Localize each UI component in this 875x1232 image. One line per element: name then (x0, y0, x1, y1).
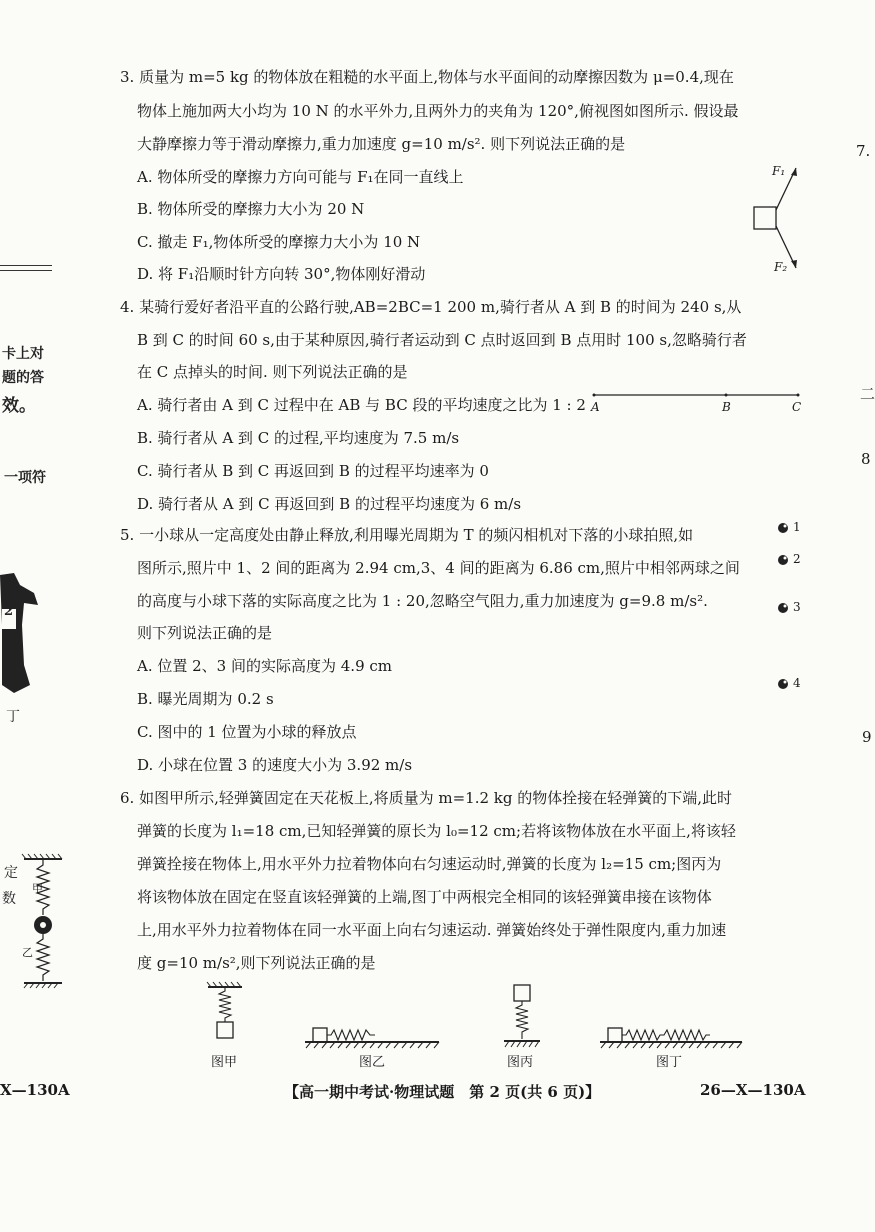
q5-stem-line-1: 5. 一小球从一定高度处由静止释放,利用曝光周期为 T 的频闪相机对下落的小球拍照,如 (120, 526, 694, 544)
left-margin-rule (0, 265, 52, 271)
left-margin-text-6: 定 (4, 865, 18, 881)
q4-road-diagram (592, 390, 802, 402)
q6-stem-line-3: 弹簧拴接在物体上,用水平外力拉着物体向右匀速运动时,弹簧的长度为 l₂=15 cm;图丙为 (137, 855, 722, 873)
left-margin-digit: 2 (4, 604, 14, 619)
q5-option-d: D. 小球在位置 3 的速度大小为 3.92 m/s (137, 756, 413, 774)
q6-stem-line-5: 上,用水平外力拉着物体在同一水平面上向右匀速运动. 弹簧始终处于弹性限度内,重力加速 (137, 921, 727, 939)
left-figure-label-jia: 甲 (32, 882, 43, 895)
q5-option-b: B. 曝光周期为 0.2 s (137, 690, 274, 708)
q3-option-c: C. 撤走 F₁,物体所受的摩擦力大小为 10 N (137, 233, 421, 251)
q5-position-1: 1 (793, 520, 801, 534)
left-margin-text-4: 一项符 (4, 470, 46, 486)
q6-figure-jia (205, 983, 245, 1043)
q6-stem-line-2: 弹簧的长度为 l₁=18 cm,已知轻弹簧的原长为 l₀=12 cm;若将该物体放在水平面上,将该轻 (137, 822, 736, 840)
right-margin-9: 9 (862, 728, 872, 746)
q3-stem-line-1: 3. 质量为 m=5 kg 的物体放在粗糙的水平面上,物体与水平面间的动摩擦因数为 μ=0.4,现在 (120, 68, 734, 86)
q6-stem-line-4: 将该物体放在固定在竖直该轻弹簧的上端,图丁中两根完全相同的该轻弹簧串接在该物体 (137, 888, 712, 906)
q5-position-2: 2 (793, 552, 801, 566)
q6-caption-bing: 图丙 (507, 1055, 534, 1070)
left-margin-text-5: 丁 (6, 709, 20, 725)
q6-figure-yi (303, 1024, 443, 1050)
q5-stem-line-4: 则下列说法正确的是 (137, 624, 273, 642)
q6-caption-jia: 图甲 (211, 1055, 238, 1070)
q3-option-d: D. 将 F₁沿顺时针方向转 30°,物体刚好滑动 (137, 265, 426, 283)
q5-position-4: 4 (793, 676, 801, 690)
q3-label-f1: F₁ (772, 164, 786, 178)
q4-stem-line-2: B 到 C 的时间 60 s,由于某种原因,骑行者运动到 C 点时返回到 B 点用时 100 s,忽略骑行者 (137, 331, 747, 349)
left-figure-label-yi: 乙 (22, 946, 33, 959)
left-margin-text-3: 效。 (2, 396, 36, 416)
q3-option-b: B. 物体所受的摩擦力大小为 20 N (137, 200, 365, 218)
left-margin-text-1: 卡上对 (2, 346, 44, 362)
left-footer-code: X—130A (0, 1081, 70, 1099)
footer-title: 【高一期中考试·物理试题 第 2 页(共 6 页)】 (284, 1083, 601, 1101)
right-margin-7: 7. (856, 142, 871, 160)
q4-option-d: D. 骑行者从 A 到 C 再返回到 B 的过程平均速度为 6 m/s (137, 495, 522, 513)
q5-stem-line-2: 图所示,照片中 1、2 间的距离为 2.94 cm,3、4 间的距离为 6.86 cm,照片中相邻两球之间 (137, 559, 740, 577)
q3-stem-line-2: 物体上施加两大小均为 10 N 的水平外力,且两外力的夹角为 120°,俯视图如图所示. 假设最 (137, 102, 739, 120)
q3-stem-line-3: 大静摩擦力等于滑动摩擦力,重力加速度 g=10 m/s². 则下列说法正确的是 (137, 135, 626, 153)
q6-caption-yi: 图乙 (359, 1055, 386, 1070)
left-spring-figure (20, 855, 68, 990)
q4-option-a: A. 骑行者由 A 到 C 过程中在 AB 与 BC 段的平均速度之比为 1 : 2 (137, 396, 586, 414)
q4-point-a: A (591, 400, 600, 414)
q5-option-c: C. 图中的 1 位置为小球的释放点 (137, 723, 357, 741)
q6-caption-ding: 图丁 (656, 1055, 683, 1070)
q6-figure-ding (598, 1024, 746, 1050)
q4-point-b: B (722, 400, 731, 414)
left-margin-text-2: 题的答 (2, 370, 44, 386)
q4-option-b: B. 骑行者从 A 到 C 的过程,平均速度为 7.5 m/s (137, 429, 460, 447)
q3-option-a: A. 物体所受的摩擦力方向可能与 F₁在同一直线上 (137, 168, 464, 186)
q4-stem-line-3: 在 C 点掉头的时间. 则下列说法正确的是 (137, 363, 408, 381)
q6-stem-line-1: 6. 如图甲所示,轻弹簧固定在天花板上,将质量为 m=1.2 kg 的物体拴接在轻弹簧的下端,此时 (120, 789, 733, 807)
right-margin-8: 8 (861, 450, 871, 468)
q6-figure-bing (500, 983, 544, 1049)
left-margin-text-7: 数 (2, 891, 16, 907)
q4-stem-line-1: 4. 某骑行爱好者沿平直的公路行驶,AB=2BC=1 200 m,骑行者从 A 到 B 的时间为 240 s,从 (120, 298, 742, 316)
right-margin-er: 二 (860, 385, 875, 403)
left-margin-figure-person (0, 565, 44, 700)
q5-option-a: A. 位置 2、3 间的实际高度为 4.9 cm (137, 657, 393, 675)
q5-stem-line-3: 的高度与小球下落的实际高度之比为 1 : 20,忽略空气阻力,重力加速度为 g=9.8 m/s². (137, 592, 708, 610)
q5-strobe-photo (776, 520, 790, 700)
q4-point-c: C (792, 400, 802, 414)
q6-stem-line-6: 度 g=10 m/s²,则下列说法正确的是 (137, 954, 376, 972)
q5-position-3: 3 (793, 600, 801, 614)
footer-code: 26—X—130A (700, 1081, 806, 1099)
q3-label-f2: F₂ (774, 260, 788, 274)
q4-option-c: C. 骑行者从 B 到 C 再返回到 B 的过程平均速率为 0 (137, 462, 489, 480)
